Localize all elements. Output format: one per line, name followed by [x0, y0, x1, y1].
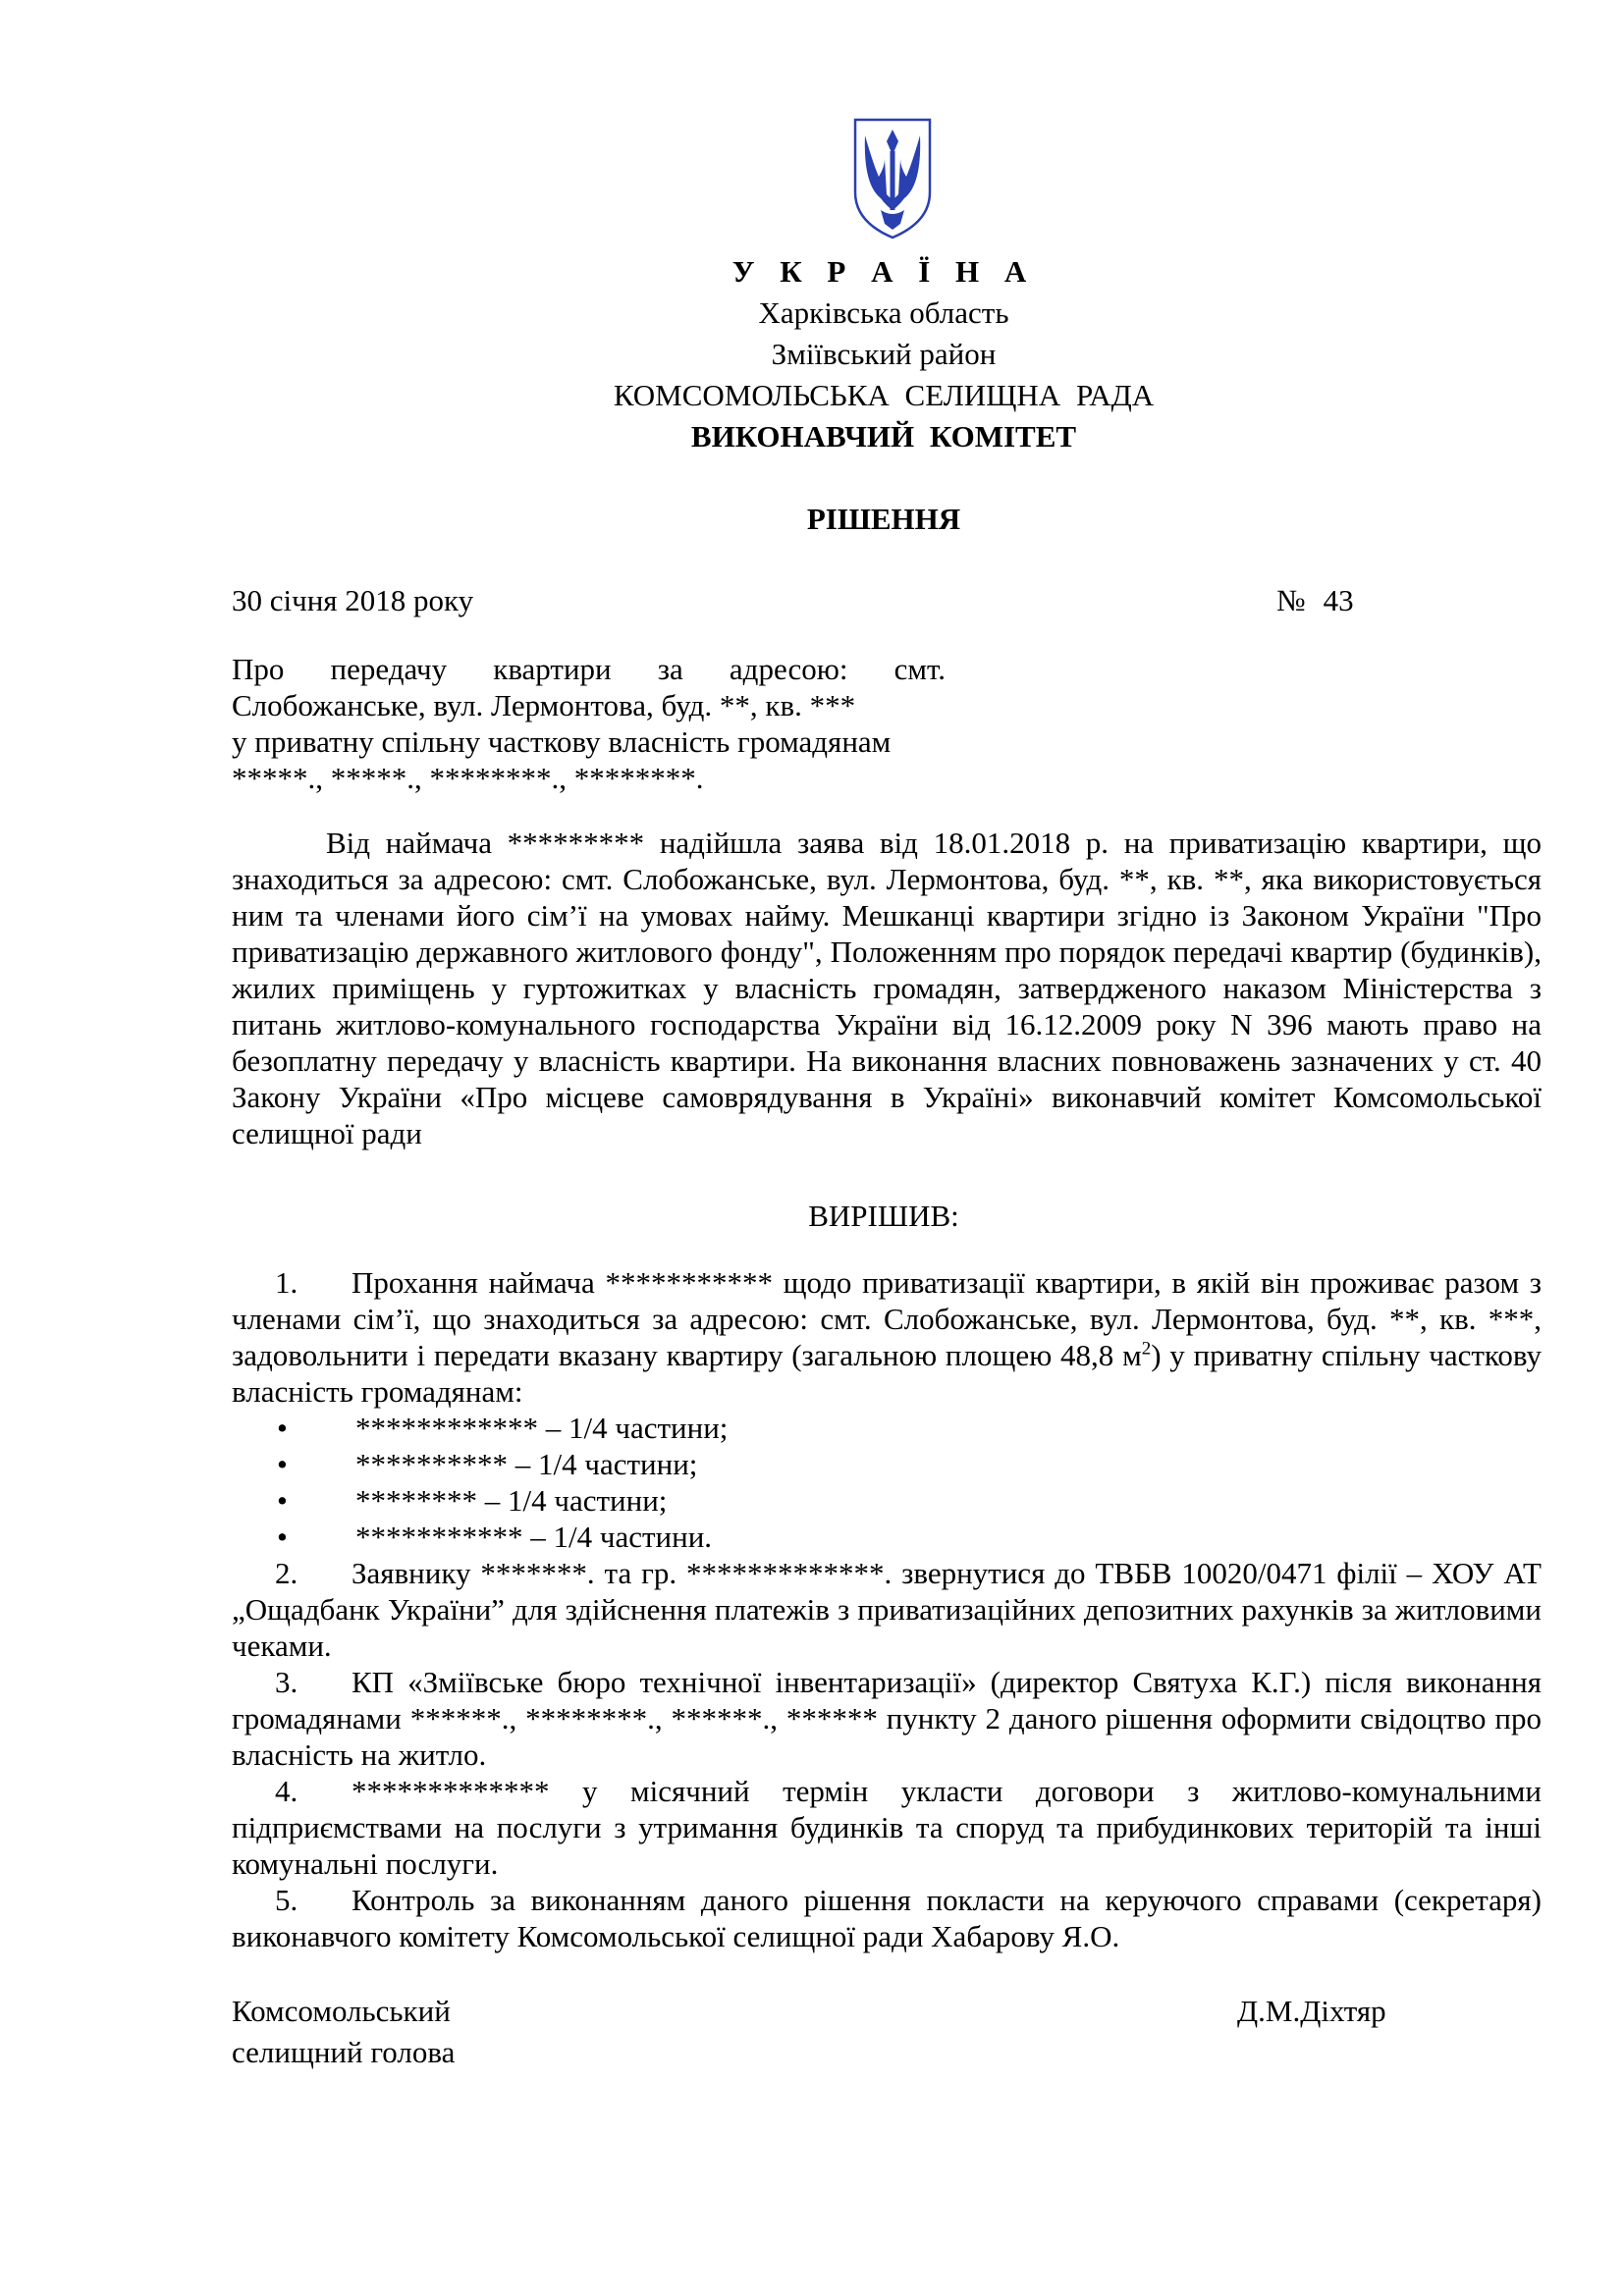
decision-title: РІШЕННЯ	[806, 502, 961, 536]
subject-line: у приватну спільну часткову власність громадянам	[232, 724, 892, 759]
country-name: У К Р А Ї Н А	[731, 254, 1036, 289]
subject-line: Про передачу квартири за адресою: смт.	[232, 652, 946, 686]
item-text-tail: ) у приватну спільну часткову власність громадянам:	[232, 1338, 1542, 1409]
list-item-text: ******** – 1/4 частини;	[355, 1483, 668, 1518]
oblast-name: Харківська область	[758, 295, 1009, 330]
item-text: Контроль за виконанням даного рішення покласти на керуючого справами (секретаря) виконавчого комітету Комсомольської селищної ради Хабарову Я.О.	[232, 1883, 1542, 1953]
list-item-text: ************ – 1/4 частини;	[355, 1411, 729, 1445]
list-item	[232, 1482, 1542, 1519]
decision-number	[1276, 582, 1354, 618]
item-number: 4.	[275, 1774, 298, 1808]
bullet-icon: •	[277, 1483, 288, 1518]
resolution-item-2	[232, 1555, 1542, 1664]
number-label: №	[1276, 583, 1306, 617]
resolved-heading: ВИРІШИВ:	[808, 1199, 959, 1233]
list-item-text: *********** – 1/4 частини.	[355, 1520, 713, 1554]
raion-name: Зміївський район	[771, 337, 997, 371]
number-value: 43	[1323, 583, 1354, 617]
owners-list	[232, 1410, 1542, 1555]
item-number: 5.	[275, 1883, 298, 1917]
resolution-item-4	[232, 1773, 1542, 1882]
item-number: 1.	[275, 1265, 298, 1300]
bullet-icon: •	[277, 1447, 288, 1481]
item-number: 3.	[275, 1665, 298, 1699]
position-line: селищний голова	[232, 2035, 456, 2069]
signatory-name: Д.М.Діхтяр	[1237, 1994, 1386, 2028]
item-text: КП «Зміївське бюро технічної інвентаризації» (директор Святуха К.Г.) після виконання громадянами ******., ********., ******., ****** пункту 2 даного рішення оформити свідоцтво про власність на житло.	[232, 1665, 1542, 1772]
bullet-icon: •	[277, 1520, 288, 1554]
list-item	[232, 1410, 1542, 1446]
item-text: ************* у місячний термін укласти договори з житлово-комунальними підприємствами на послуги з утримання будинків та споруд та прибудинкових територій та інші комунальні послуги.	[232, 1774, 1542, 1881]
list-item	[232, 1446, 1542, 1482]
item-number: 2.	[275, 1556, 298, 1590]
resolution-item-3	[232, 1664, 1542, 1773]
superscript: 2	[1141, 1338, 1152, 1360]
decision-subject	[232, 651, 946, 796]
council-name: КОМСОМОЛЬСЬКА СЕЛИЩНА РАДА	[613, 378, 1155, 412]
bullet-icon: •	[277, 1411, 288, 1445]
item-text: Прохання наймача *********** щодо приватизації квартири, в якій він проживає разом з членами сім’ї, що знаходиться за адресою: смт. Слобожанське, вул. Лермонтова, буд. **, кв. ***, задовольнити і передати вказану квартиру (загальною площею 48,8 м	[232, 1265, 1542, 1372]
signatory-position	[232, 1993, 455, 2075]
item-text: Заявнику *******. та гр. *************. звернутися до ТВБВ 10020/0471 філії – ХОУ АТ „Ощадбанк України” для здійснення платежів з приватизаційних депозитних рахунків за житловими чеками.	[232, 1556, 1542, 1663]
subject-line: Слобожанське, вул. Лермонтова, буд. **, кв. ***	[232, 688, 856, 722]
committee-name: ВИКОНАВЧИЙ КОМІТЕТ	[690, 419, 1077, 454]
list-item	[232, 1519, 1542, 1555]
coat-of-arms-trident-icon	[851, 116, 934, 241]
decision-date: 30 січня 2018 року	[232, 583, 474, 617]
preamble-paragraph: Від наймача ********* надійшла заява від 18.01.2018 р. на приватизацію квартири, що знаходиться за адресою: смт. Слобожанське, вул. Лермонтова, буд. **, кв. **, яка використовується ним та членами його сім’ї на умовах найму. Мешканці квартири згідно із Законом України "Про приватизацію державного житлового фонду", Положенням про порядок передачі квартир (будинків), жилих приміщень у гуртожитках у власність громадян, затвердженого наказом Міністерства з питань житлово-комунального господарства України від 16.12.2009 року N 396 мають право на безоплатну передачу у власність квартири. На виконання власних повноважень зазначених у ст. 40 Закону України «Про місцеве самоврядування в Україні» виконавчий комітет Комсомольської селищної ради	[232, 826, 1542, 1150]
list-item-text: ********** – 1/4 частини;	[355, 1447, 698, 1481]
subject-line: *****., *****., ********., ********.	[232, 761, 704, 795]
resolution-items	[232, 1264, 1542, 1954]
document-header	[0, 251, 1624, 457]
resolution-item-5	[232, 1882, 1542, 1954]
resolution-item-1	[232, 1264, 1542, 1410]
position-line: Комсомольський	[232, 1994, 451, 2028]
